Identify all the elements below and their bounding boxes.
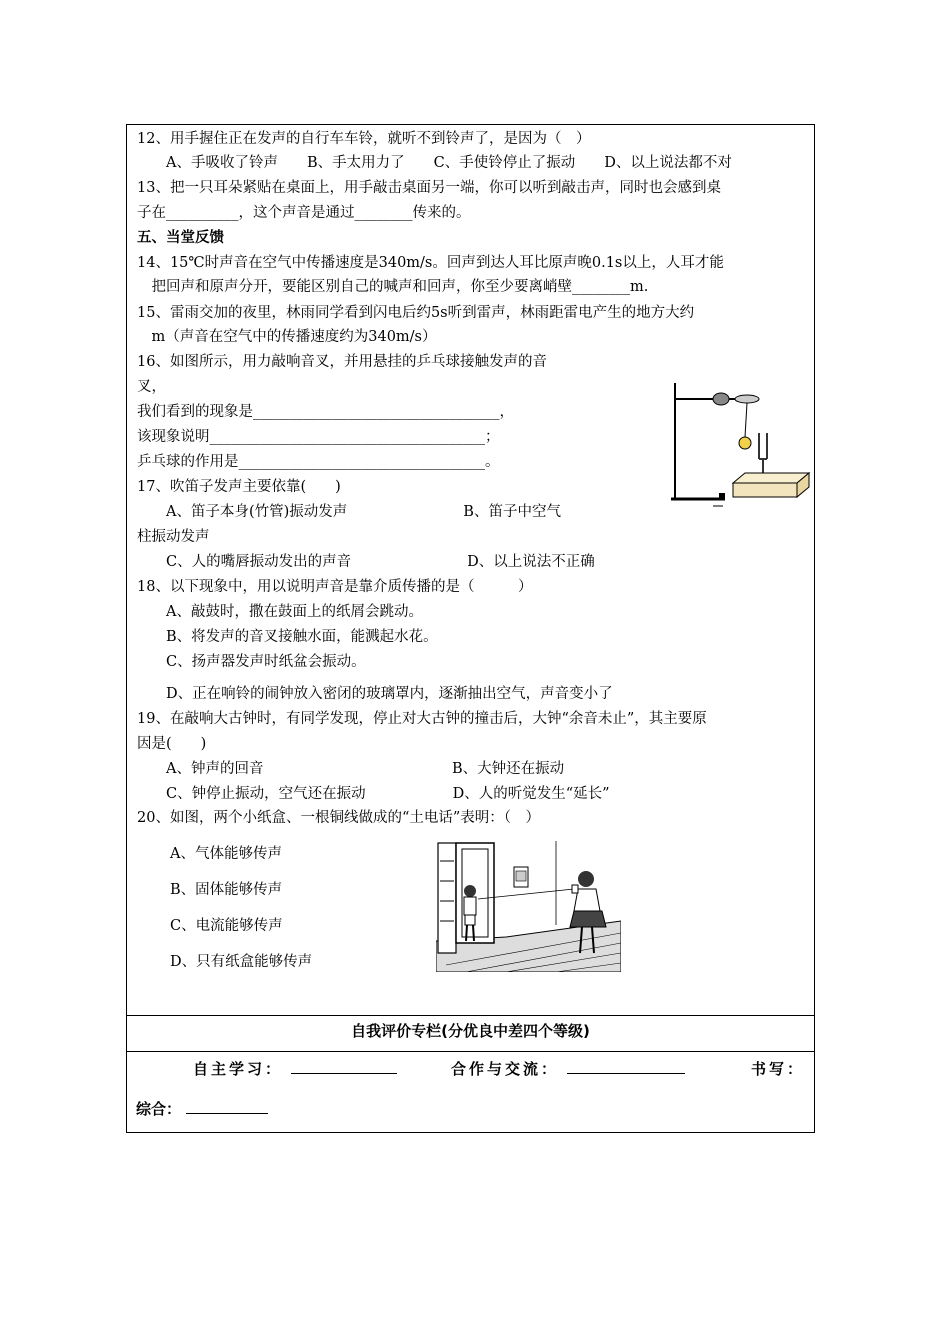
- question-14-line2: 把回声和原声分开，要能区别自己的喊声和回声，你至少要离峭壁________m.: [137, 279, 649, 295]
- tuning-fork-figure: [665, 375, 813, 507]
- question-19-option-ab: A、钟声的回音 B、大钟还在振动: [137, 761, 565, 777]
- question-13-line1: 13、把一只耳朵紧贴在桌面上，用手敲击桌面另一端，你可以听到敲击声，同时也会感到桌: [137, 180, 721, 196]
- question-16-line4: 该现象说明______________________________________；: [137, 429, 500, 445]
- question-18-option-b: B、将发声的音叉接触水面，能溅起水花。: [137, 629, 438, 645]
- question-16-line5: 乒乓球的作用是__________________________________。: [137, 454, 500, 470]
- question-area: [127, 125, 814, 1015]
- self-study-field: [193, 1058, 397, 1079]
- writing-field: [751, 1058, 805, 1079]
- question-14-line1: 14、15℃时声音在空气中传播速度是340m/s。回声到达人耳比原声晚0.1s以上，人耳才能: [137, 255, 724, 271]
- overall-blank[interactable]: [186, 1099, 268, 1114]
- question-18-option-a: A、敲鼓时，撒在鼓面上的纸屑会跳动。: [137, 604, 423, 620]
- question-18: 18、以下现象中，用以说明声音是靠介质传播的是（ ）: [137, 579, 533, 595]
- self-study-label: 自主学习：: [193, 1060, 284, 1078]
- question-17: 17、吹笛子发声主要依靠( ): [137, 479, 341, 495]
- question-12: 12、用手握住正在发声的自行车车铃，就听不到铃声了，是因为（ ）: [137, 131, 591, 147]
- question-18-option-d: D、正在响铃的闹钟放入密闭的玻璃罩内，逐渐抽出空气，声音变小了: [137, 686, 613, 702]
- overall-label: 综合：: [136, 1100, 182, 1118]
- question-17-option-ab: A、笛子本身(竹管)振动发声 B、笛子中空气: [137, 504, 561, 520]
- question-12-options: A、手吸收了铃声 B、手太用力了 C、手使铃停止了振动 D、以上说法都不对: [137, 155, 732, 171]
- cooperation-blank[interactable]: [567, 1059, 685, 1074]
- question-13-line2: 子在__________，这个声音是通过________传来的。: [137, 205, 471, 221]
- question-16-line1: 16、如图所示，用力敲响音叉，并用悬挂的乒乓球接触发声的音: [137, 354, 547, 370]
- evaluation-title: 自我评价专栏(分优良中差四个等级): [351, 1022, 590, 1040]
- worksheet-frame: [126, 124, 815, 1133]
- question-19-line2: 因是( ): [137, 736, 207, 752]
- question-17-option-b-cont: 柱振动发声: [137, 529, 210, 545]
- question-20-option-a: A、气体能够传声: [141, 846, 282, 862]
- question-19-option-cd: C、钟停止振动，空气还在振动 D、人的听觉发生“延长”: [137, 786, 610, 802]
- self-study-blank[interactable]: [291, 1059, 397, 1074]
- question-17-option-cd: C、人的嘴唇振动发出的声音 D、以上说法不正确: [137, 554, 595, 570]
- cooperation-field: [451, 1058, 685, 1079]
- string-telephone-figure: [436, 841, 621, 972]
- section-heading: 五、当堂反馈: [137, 229, 224, 246]
- question-16-line2: 叉，: [137, 379, 166, 395]
- question-15-line1: 15、雷雨交加的夜里，林雨同学看到闪电后约5s听到雷声，林雨距雷电产生的地方大约: [137, 305, 695, 321]
- divider-top: [127, 1015, 814, 1016]
- divider-mid: [127, 1051, 814, 1052]
- question-15-line2: m（声音在空气中的传播速度约为340m/s）: [137, 329, 437, 345]
- question-20: 20、如图，两个小纸盒、一根铜线做成的“土电话”表明：（ ）: [137, 810, 541, 826]
- writing-label: 书写：: [751, 1060, 806, 1078]
- overall-field: [136, 1098, 268, 1119]
- question-16-line3: 我们看到的现象是__________________________________，: [137, 404, 514, 420]
- question-18-option-c: C、扬声器发声时纸盆会振动。: [137, 654, 366, 670]
- question-20-option-c: C、电流能够传声: [141, 918, 283, 934]
- question-20-option-d: D、只有纸盒能够传声: [141, 954, 313, 970]
- question-19-line1: 19、在敲响大古钟时，有同学发现，停止对大古钟的撞击后，大钟“余音未止”，其主要原: [137, 711, 707, 727]
- cooperation-label: 合作与交流：: [451, 1060, 560, 1078]
- question-20-option-b: B、固体能够传声: [141, 882, 283, 898]
